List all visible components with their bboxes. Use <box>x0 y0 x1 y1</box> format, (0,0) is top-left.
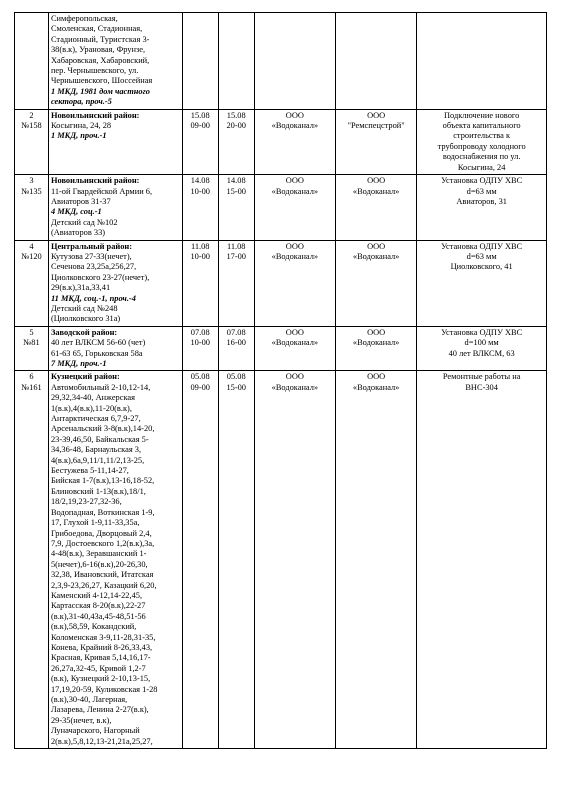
contractor-line: ООО <box>367 176 386 186</box>
work-description-line: водоснабжения по ул. <box>442 152 521 162</box>
address-line: Циолковского 23-27(нечет), <box>50 272 150 282</box>
address-cell <box>48 326 182 371</box>
end-datetime-line: 20-00 <box>226 121 246 131</box>
contractor-cell <box>336 175 417 240</box>
row-number-line: №81 <box>23 338 40 348</box>
building-summary: 1 МКД, 1981 дом частного <box>50 86 150 96</box>
end-datetime-line: 07.08 <box>226 327 246 337</box>
table-row <box>15 109 547 174</box>
start-datetime-line: 09-00 <box>190 382 210 392</box>
contractor-line: ООО <box>367 372 386 382</box>
start-datetime-line: 14.08 <box>190 176 210 186</box>
address-cell <box>48 240 182 326</box>
end-datetime-line: 15-00 <box>226 382 246 392</box>
row-number-line: №135 <box>21 186 42 196</box>
start-datetime-line: 10-00 <box>190 251 210 261</box>
address-line: 17, Глухой 1-9,11-33,35а, <box>50 518 140 528</box>
organization-cell <box>254 326 335 371</box>
work-description-cell <box>417 109 547 174</box>
contractor-line: "Ремспецстрой" <box>347 121 405 131</box>
end-datetime-line: 15.08 <box>226 110 246 120</box>
address-line: Коломенская 3-9,11-28,31-35, <box>50 632 156 642</box>
address-line: (в.к),58,59, Кокандский, <box>50 622 137 632</box>
start-datetime-cell <box>182 326 218 371</box>
address-line: 7,9, Достоевского 1,2(в.к),3а, <box>50 538 155 548</box>
organization-line: «Водоканал» <box>271 338 319 348</box>
address-line: 26,27а,32-45, Кривой 1,2-7 <box>50 663 146 673</box>
end-datetime-cell <box>218 326 254 371</box>
work-description-line: d=100 мм <box>464 338 499 348</box>
end-datetime-cell <box>218 240 254 326</box>
address-line: 29(в.к),31а,33,41 <box>50 283 111 293</box>
table-row <box>15 326 547 371</box>
start-datetime-line: 09-00 <box>190 121 210 131</box>
address-line: Симферопольская, <box>50 14 118 23</box>
end-datetime-cell <box>218 13 254 110</box>
work-description-line: трубопроводу холодного <box>437 141 526 151</box>
address-line: Чернышевского, Шоссейная <box>50 76 153 86</box>
address-line: Детский сад №102 <box>50 217 118 227</box>
row-number-cell <box>15 109 49 174</box>
row-number-cell <box>15 240 49 326</box>
work-description-line: Косыгина, 24 <box>457 162 506 172</box>
address-line: 61-63 65, Горьковская 58а <box>50 348 143 358</box>
start-datetime-cell <box>182 109 218 174</box>
organization-line: «Водоканал» <box>271 251 319 261</box>
address-line: 4(в.к),6а,9,11/1,11/2,13-25, <box>50 455 145 465</box>
start-datetime-cell <box>182 13 218 110</box>
end-datetime-line: 17-00 <box>226 251 246 261</box>
address-line: Грибоедова, Дворцовый 2,4, <box>50 528 152 538</box>
contractor-cell <box>336 371 417 749</box>
row-number-cell <box>15 371 49 749</box>
table-row <box>15 13 547 110</box>
address-cell <box>48 13 182 110</box>
address-cell <box>48 371 182 749</box>
row-number-line: 4 <box>29 241 34 251</box>
address-line: Хабаровская, Хабаровский, <box>50 55 150 65</box>
address-line: Красная, Кривая 5,14,16,17- <box>50 653 151 663</box>
contractor-line: ООО <box>367 327 386 337</box>
address-line: 23-39,46,50, Байкальская 5- <box>50 434 149 444</box>
contractor-cell <box>336 326 417 371</box>
work-description-cell <box>417 240 547 326</box>
contractor-cell <box>336 240 417 326</box>
district-heading: Заводской район: <box>50 327 118 337</box>
row-number-line: 3 <box>29 176 34 186</box>
contractor-line: «Водоканал» <box>352 338 400 348</box>
address-line: 29,32,34-40, Анжерская <box>50 393 135 403</box>
end-datetime-line: 14.08 <box>226 176 246 186</box>
address-line: 2,3,9-23,26,27, Казацкий 6,20, <box>50 580 157 590</box>
address-line: Блиновский 1-13(в.к),18/1, <box>50 486 146 496</box>
row-number-line: 2 <box>29 110 34 120</box>
address-line: (в.к), Кузнецкий 2-10,13-15, <box>50 674 151 684</box>
contractor-cell <box>336 13 417 110</box>
end-datetime-cell <box>218 371 254 749</box>
address-line: Косыгина, 24, 28 <box>50 121 112 131</box>
work-description-cell <box>417 371 547 749</box>
start-datetime-line: 15.08 <box>190 110 210 120</box>
address-line: 29-35(нечет, в.к), <box>50 715 112 725</box>
row-number-line: 6 <box>29 372 34 382</box>
work-description-line: Авиаторов, 31 <box>456 196 507 206</box>
contractor-line: «Водоканал» <box>352 186 400 196</box>
address-line: 1(в.к),4(в.к),11-20(в.к), <box>50 403 132 413</box>
address-line: (Циолковского 31а) <box>50 314 121 324</box>
address-line: Водопадная, Воткинская 1-9, <box>50 507 155 517</box>
address-line: Сеченова 23,25а,256,27, <box>50 262 137 272</box>
work-description-cell <box>417 326 547 371</box>
table-row <box>15 240 547 326</box>
organization-cell <box>254 109 335 174</box>
end-datetime-cell <box>218 109 254 174</box>
address-line: 18/2,19,23-27,32-36, <box>50 497 122 507</box>
building-summary: 7 МКД, проч.-1 <box>50 359 107 368</box>
end-datetime-cell <box>218 175 254 240</box>
district-heading: Кузнецкий район: <box>50 372 120 382</box>
outage-schedule-table <box>14 12 547 749</box>
district-heading: Центральный район: <box>50 241 133 251</box>
organization-line: ООО <box>285 241 304 251</box>
organization-cell <box>254 13 335 110</box>
work-description-line: d=63 мм <box>466 186 497 196</box>
address-line: Антарктическая 6,7,9-27, <box>50 414 141 424</box>
address-line: 11-ой Гвардейской Армии 6, <box>50 186 153 196</box>
row-number-line: 5 <box>29 327 34 337</box>
address-line: Каменский 4-12,14-22,45, <box>50 590 143 600</box>
address-line: Автомобильный 2-10,12-14, <box>50 382 151 392</box>
work-description-line: Установка ОДПУ ХВС <box>441 176 523 186</box>
address-line: 38(в.к), Урановая, Фрунзе, <box>50 45 146 55</box>
district-heading: Новоильинский район: <box>50 176 140 186</box>
row-number-line: №161 <box>21 382 42 392</box>
address-line: 32,38, Ивановский, Итатская <box>50 570 154 580</box>
address-line: Авиаторов 31-37 <box>50 196 111 206</box>
table-row <box>15 371 547 749</box>
address-line: Картасская 8-20(в.к),22-27 <box>50 601 146 611</box>
address-line: (Авиаторов 33) <box>50 228 106 238</box>
building-summary: 11 МКД, соц.-1, проч.-4 <box>50 293 136 303</box>
address-line: Лазарева, Ленина 2-27(в.к), <box>50 705 149 715</box>
contractor-line: ООО <box>367 110 386 120</box>
building-summary: 1 МКД, проч.-1 <box>50 131 107 141</box>
address-line: Кутузова 27-33(нечет), <box>50 251 132 261</box>
table-body <box>15 13 547 749</box>
start-datetime-line: 05.08 <box>190 372 210 382</box>
work-description-line: Подключение нового <box>443 110 520 120</box>
address-line: 5(нечет),6-16(в.к),20-26,30, <box>50 559 148 569</box>
address-cell <box>48 109 182 174</box>
work-description-line: объекта капитального <box>442 121 521 131</box>
organization-line: ООО <box>285 110 304 120</box>
row-number-cell <box>15 326 49 371</box>
address-line: Детский сад №248 <box>50 303 118 313</box>
organization-line: ООО <box>285 327 304 337</box>
contractor-line: ООО <box>367 241 386 251</box>
end-datetime-line: 05.08 <box>226 372 246 382</box>
address-line: Арсенальский 3-8(в.к),14-20, <box>50 424 155 434</box>
organization-line: «Водоканал» <box>271 121 319 131</box>
end-datetime-line: 15-00 <box>226 186 246 196</box>
work-description-line: d=63 мм <box>466 251 497 261</box>
address-line: 40 лет ВЛКСМ 56-60 (чет) <box>50 338 146 348</box>
contractor-line: «Водоканал» <box>352 251 400 261</box>
work-description-cell <box>417 175 547 240</box>
contractor-cell <box>336 109 417 174</box>
work-description-line: Установка ОДПУ ХВС <box>441 327 523 337</box>
address-line: Смоленская, Стадионная, <box>50 24 143 34</box>
address-line: Бестужева 5-11,14-27, <box>50 466 129 476</box>
address-line: (в.к),31-40,43а,45-48,51-56 <box>50 611 146 621</box>
organization-cell <box>254 240 335 326</box>
table-row <box>15 175 547 240</box>
address-line: 2(в.к),5,8,12,13-21,21а,25,27, <box>50 736 153 746</box>
organization-line: ООО <box>285 372 304 382</box>
row-number-line: №158 <box>21 121 42 131</box>
address-line: пер. Чернышевского, ул. <box>50 66 139 76</box>
address-line: Бийская 1-7(в.к),13-16,18-52, <box>50 476 155 486</box>
organization-line: ООО <box>285 176 304 186</box>
address-line: 4-48(в.к), Зеравшанский 1- <box>50 549 147 559</box>
start-datetime-cell <box>182 371 218 749</box>
work-description-line: Циолковского, 41 <box>450 262 513 272</box>
start-datetime-line: 11.08 <box>190 241 210 251</box>
address-line: Конева, Крайний 8-26,33,43, <box>50 642 153 652</box>
work-description-line: строительства к <box>453 131 511 141</box>
row-number-line: №120 <box>21 251 42 261</box>
start-datetime-line: 07.08 <box>190 327 210 337</box>
building-summary: сектора, проч.-5 <box>50 97 112 107</box>
address-line: (в.к),30-40, Лагерная, <box>50 695 128 704</box>
start-datetime-cell <box>182 240 218 326</box>
work-description-line: Ремонтные работы на <box>442 372 521 382</box>
address-cell <box>48 175 182 240</box>
organization-cell <box>254 371 335 749</box>
address-line: 17,19,20-59, Куликовская 1-28 <box>50 684 158 694</box>
building-summary: 4 МКД, соц.-1 <box>50 207 102 217</box>
end-datetime-line: 11.08 <box>226 241 246 251</box>
end-datetime-line: 16-00 <box>226 338 246 348</box>
address-line: Луначарского, Нагорный <box>50 726 140 736</box>
organization-line: «Водоканал» <box>271 382 319 392</box>
work-description-cell <box>417 13 547 110</box>
work-description-line: ВНС-304 <box>465 382 498 392</box>
start-datetime-line: 10-00 <box>190 186 210 196</box>
organization-cell <box>254 175 335 240</box>
address-line: 34,36-48, Барнаульская 3, <box>50 445 142 455</box>
district-heading: Новоильинский район: <box>50 110 140 120</box>
row-number-cell <box>15 175 49 240</box>
work-description-line: 40 лет ВЛКСМ, 63 <box>448 348 515 358</box>
address-line: Стадионный, Туристская 3- <box>50 34 150 44</box>
row-number-cell <box>15 13 49 110</box>
start-datetime-line: 10-00 <box>190 338 210 348</box>
work-description-line: Установка ОДПУ ХВС <box>441 241 523 251</box>
organization-line: «Водоканал» <box>271 186 319 196</box>
start-datetime-cell <box>182 175 218 240</box>
contractor-line: «Водоканал» <box>352 382 400 392</box>
